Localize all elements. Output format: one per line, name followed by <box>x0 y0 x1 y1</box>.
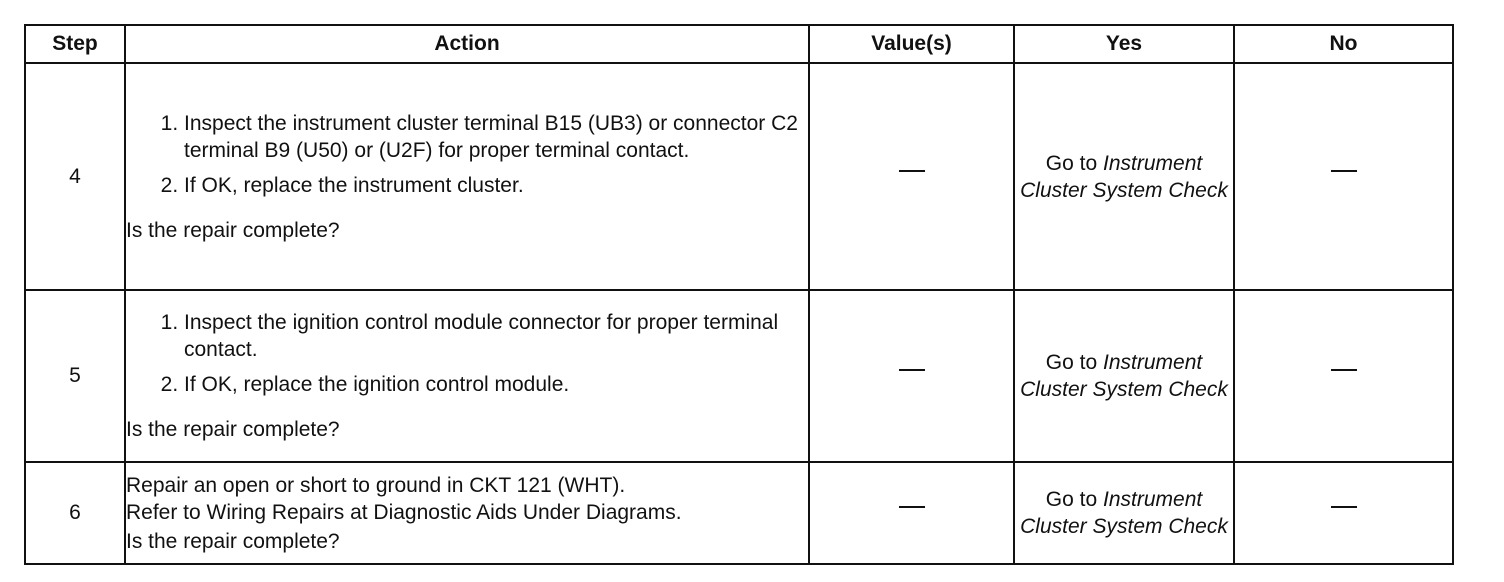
em-dash-no <box>1331 506 1357 508</box>
action-step: 1. Inspect the ignition control module connector for proper terminal contact. <box>184 309 808 363</box>
table-row <box>25 290 1453 462</box>
yes-cell <box>1014 290 1234 462</box>
action-steps-list <box>126 110 808 199</box>
yes-prefix: Go to <box>1045 351 1098 374</box>
header-no: No <box>1234 25 1453 63</box>
header-action: Action <box>125 25 809 63</box>
action-step: 1. Inspect the instrument cluster terminal B15 (UB3) or connector C2 terminal B9 (U50) or (U2F) for proper terminal contact. <box>184 110 808 164</box>
action-question: Is the repair complete? <box>126 218 340 242</box>
action-step: 2. If OK, replace the ignition control module. <box>184 371 808 398</box>
table-header-row <box>25 25 1453 63</box>
action-question: Is the repair complete? <box>126 529 340 553</box>
value-cell <box>809 290 1014 462</box>
value-cell <box>809 63 1014 290</box>
yes-cell <box>1014 63 1234 290</box>
yes-prefix: Go to <box>1045 488 1098 511</box>
action-cell <box>125 462 809 564</box>
header-step: Step <box>25 25 125 63</box>
step-number: 4 <box>25 63 125 290</box>
em-dash-no <box>1331 170 1357 172</box>
action-cell <box>125 290 809 462</box>
diagnostic-table <box>24 24 1454 565</box>
action-question: Is the repair complete? <box>126 418 340 441</box>
yes-link[interactable]: Instrument Cluster System Check <box>1020 351 1228 401</box>
yes-link[interactable]: Instrument Cluster System Check <box>1020 488 1228 538</box>
value-cell <box>809 462 1014 564</box>
header-values: Value(s) <box>809 25 1014 63</box>
em-dash-value <box>899 170 925 172</box>
em-dash-value <box>899 506 925 508</box>
action-step: 2. If OK, replace the instrument cluster. <box>184 172 808 199</box>
no-cell <box>1234 63 1453 290</box>
em-dash-value <box>899 369 925 371</box>
action-steps-list <box>126 309 808 398</box>
yes-link[interactable]: Instrument Cluster System Check <box>1020 151 1228 202</box>
step-number: 6 <box>25 462 125 564</box>
em-dash-no <box>1331 369 1357 371</box>
table-row <box>25 63 1453 290</box>
no-cell <box>1234 462 1453 564</box>
step-number: 5 <box>25 290 125 462</box>
no-cell <box>1234 290 1453 462</box>
action-cell <box>125 63 809 290</box>
yes-prefix: Go to <box>1045 151 1098 175</box>
action-line: Refer to Wiring Repairs at Diagnostic Aids Under Diagrams. <box>126 500 682 524</box>
table-row <box>25 462 1453 564</box>
header-yes: Yes <box>1014 25 1234 63</box>
action-line: Repair an open or short to ground in CKT 121 (WHT). <box>126 473 626 497</box>
yes-cell <box>1014 462 1234 564</box>
